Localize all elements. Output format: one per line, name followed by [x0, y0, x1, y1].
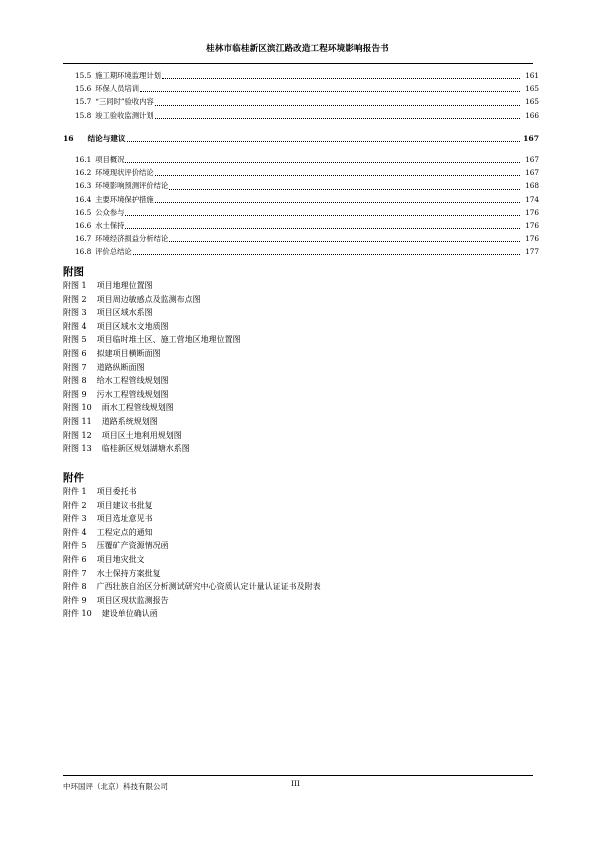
- figure-item-label: 附图 11: [63, 416, 92, 426]
- toc-dot-leader: [155, 175, 520, 176]
- toc-entry-page: 167: [525, 168, 539, 178]
- figure-item-label: 附图 2: [63, 294, 87, 304]
- toc-entry-page: 174: [525, 194, 539, 204]
- attachment-item: [63, 580, 321, 594]
- figure-item: [63, 333, 241, 347]
- toc-entry[interactable]: [63, 82, 539, 95]
- attachment-item-label: 附件 8: [63, 582, 87, 592]
- toc-entry-page: 177: [525, 247, 539, 257]
- figure-item-title: 给水工程管线规划图: [96, 376, 169, 386]
- toc-entry-page: 176: [525, 234, 539, 244]
- figure-item-title: 项目区域水文地质图: [96, 321, 169, 331]
- toc-entry[interactable]: [63, 193, 539, 206]
- toc-dot-leader: [155, 105, 520, 106]
- attachment-item-label: 附件 10: [63, 609, 92, 619]
- toc-entry-title: 施工期环境监理计划: [95, 71, 161, 80]
- figure-item: [63, 320, 241, 334]
- attachment-item: [63, 594, 321, 608]
- toc-entry-page: 166: [525, 110, 539, 120]
- toc-entry-title: 环境现状评价结论: [95, 168, 154, 178]
- toc-entry-number: 16.3: [75, 181, 92, 191]
- figure-item-label: 附图 6: [63, 348, 87, 358]
- document-header-title: 桂林市临桂新区滨江路改造工程环境影响报告书: [206, 44, 389, 54]
- toc-dot-leader: [127, 141, 520, 142]
- toc-dot-leader: [125, 162, 520, 163]
- attachment-item-title: 水土保持方案批复: [96, 568, 161, 578]
- toc-entry-title: 项目概况: [95, 154, 125, 164]
- toc-entry[interactable]: [63, 95, 539, 108]
- figure-item-title: 项目临时堆土区、施工营地区地理位置图: [96, 335, 241, 345]
- figure-item-title: 项目地理位置图: [96, 281, 153, 290]
- figure-item-label: 附图 13: [63, 444, 92, 454]
- toc-entry-page: 176: [525, 207, 539, 217]
- figure-item: [63, 361, 241, 375]
- attachment-item-title: 压覆矿产资源情况函: [96, 541, 169, 551]
- toc-entry-title: 环境经济损益分析结论: [95, 234, 169, 244]
- attachment-item-label: 附件 4: [63, 527, 87, 537]
- figures-list: [63, 279, 241, 456]
- attachment-item-title: 项目建议书批复: [96, 500, 153, 510]
- toc-entry-number: 15.6: [75, 84, 92, 94]
- attachment-item-title: 工程定点的通知: [96, 527, 153, 537]
- figure-item-title: 项目区域水系图: [96, 308, 153, 318]
- page-number: III: [291, 779, 300, 788]
- figure-item-title: 拟建项目横断面图: [96, 348, 161, 358]
- figure-item-label: 附图 9: [63, 389, 87, 399]
- figure-item: [63, 374, 241, 388]
- figure-item-title: 项目区土地利用规划图: [101, 430, 182, 440]
- attachment-item-title: 项目选址意见书: [96, 514, 153, 524]
- figure-item-title: 项目周边敏感点及监测布点图: [96, 294, 201, 304]
- toc-entry-number: 15.7: [75, 97, 92, 107]
- figure-item-label: 附图 8: [63, 376, 87, 386]
- toc-entry[interactable]: [63, 245, 539, 258]
- toc-dot-leader: [125, 215, 520, 216]
- toc-entry[interactable]: [63, 109, 539, 122]
- attachment-item-label: 附件 9: [63, 595, 87, 605]
- figure-item-title: 污水工程管线规划图: [96, 389, 169, 399]
- toc-entry-page: 165: [525, 84, 539, 94]
- figure-item-label: 附图 7: [63, 362, 87, 372]
- figure-item: [63, 429, 241, 443]
- attachment-item: [63, 607, 321, 621]
- figure-item-label: 附图 4: [63, 321, 87, 331]
- toc-entry[interactable]: [63, 206, 539, 219]
- attachment-item: [63, 512, 321, 526]
- attachment-item: [63, 485, 321, 499]
- toc-entry-title: 结论与建议: [87, 133, 126, 143]
- toc-entry-number: 16.4: [75, 194, 92, 204]
- toc-entry-title: 竣工验收监测计划: [95, 110, 154, 120]
- figure-item: [63, 442, 241, 456]
- toc-entry-title: 水土保持: [95, 220, 125, 230]
- toc-dot-leader: [140, 91, 520, 92]
- toc-entry-number: 16.7: [75, 234, 92, 244]
- figures-heading: 附图: [63, 266, 84, 278]
- attachment-item-label: 附件 6: [63, 554, 87, 564]
- toc-dot-leader: [169, 241, 520, 242]
- footer-company: 中环国评（北京）科技有限公司: [63, 782, 168, 791]
- toc-entry[interactable]: [63, 219, 539, 232]
- toc-entry[interactable]: [63, 69, 539, 82]
- attachment-item-title: 项目委托书: [96, 487, 137, 496]
- figure-item-title: 雨水工程管线规划图: [101, 403, 174, 413]
- figure-item-title: 临桂新区规划湖塘水系图: [101, 444, 190, 454]
- header-divider: [63, 63, 533, 64]
- attachment-item: [63, 499, 321, 513]
- toc-entry-page: 168: [525, 181, 539, 191]
- toc-dot-leader: [155, 202, 520, 203]
- toc-entry[interactable]: [63, 166, 539, 179]
- attachment-item-label: 附件 2: [63, 500, 87, 510]
- attachments-heading: 附件: [63, 472, 84, 484]
- toc-entry-title: 主要环境保护措施: [95, 194, 154, 204]
- toc-dot-leader: [169, 189, 520, 190]
- figure-item-title: 道路系统规划图: [101, 416, 158, 426]
- toc-dot-leader: [125, 228, 520, 229]
- figure-item-title: 道路纵断面图: [96, 362, 145, 372]
- figure-item: [63, 401, 241, 415]
- toc-entry[interactable]: [63, 153, 539, 166]
- attachment-item: [63, 567, 321, 581]
- attachment-item-title: 建设单位确认函: [101, 609, 158, 619]
- toc-entry-title: 公众参与: [95, 207, 125, 217]
- attachment-item: [63, 553, 321, 567]
- toc-entry-number: 16.2: [75, 168, 92, 178]
- figure-item: [63, 293, 241, 307]
- toc-entry-title: 评价总结论: [95, 247, 132, 257]
- toc-dot-leader: [162, 78, 520, 79]
- toc-entry-title: 环境影响预测评价结论: [95, 181, 169, 191]
- toc-entry-title: 环保人员培训: [95, 84, 140, 94]
- figure-item-label: 附图 3: [63, 308, 87, 318]
- figure-item-label: 附图 12: [63, 430, 92, 440]
- toc-entry-number: 15.5: [75, 71, 92, 80]
- toc-entry-number: 15.8: [75, 110, 92, 120]
- footer-divider: [63, 775, 533, 776]
- figure-item-label: 附图 10: [63, 403, 92, 413]
- figure-item: [63, 347, 241, 361]
- figure-item-label: 附图 5: [63, 335, 87, 345]
- attachment-item-title: 项目地灾批文: [96, 554, 145, 564]
- figure-item: [63, 306, 241, 320]
- toc-dot-leader: [155, 118, 520, 119]
- toc-entry-page: 176: [525, 220, 539, 230]
- attachment-item-label: 附件 1: [63, 487, 87, 496]
- toc-entry-number: 16.8: [75, 247, 92, 257]
- toc-entry[interactable]: [63, 179, 539, 192]
- figure-item: [63, 279, 241, 293]
- toc-entry-page: 167: [523, 133, 539, 143]
- attachment-item: [63, 526, 321, 540]
- toc-entry-page: 165: [525, 97, 539, 107]
- figure-item: [63, 388, 241, 402]
- attachment-item-label: 附件 3: [63, 514, 87, 524]
- toc-entry-title: “三同时”验收内容: [95, 97, 154, 107]
- attachments-list: [63, 485, 321, 621]
- toc-dot-leader: [133, 254, 520, 255]
- attachment-item-title: 广西壮族自治区分析测试研究中心资质认定计量认证证书及附表: [96, 582, 321, 592]
- toc-entry-number: 16.5: [75, 207, 92, 217]
- attachment-item-title: 项目区现状监测报告: [96, 595, 169, 605]
- figure-item-label: 附图 1: [63, 281, 87, 290]
- toc-entry-number: 16.6: [75, 220, 92, 230]
- toc-entry-number: 16: [63, 133, 74, 143]
- attachment-item-label: 附件 7: [63, 568, 87, 578]
- attachment-item: [63, 539, 321, 553]
- table-of-contents: [63, 69, 539, 258]
- toc-entry[interactable]: [63, 232, 539, 245]
- attachment-item-label: 附件 5: [63, 541, 87, 551]
- toc-entry-page: 161: [525, 71, 539, 80]
- figure-item: [63, 415, 241, 429]
- toc-entry-number: 16.1: [75, 154, 92, 164]
- toc-entry[interactable]: [63, 132, 539, 145]
- toc-entry-page: 167: [525, 154, 539, 164]
